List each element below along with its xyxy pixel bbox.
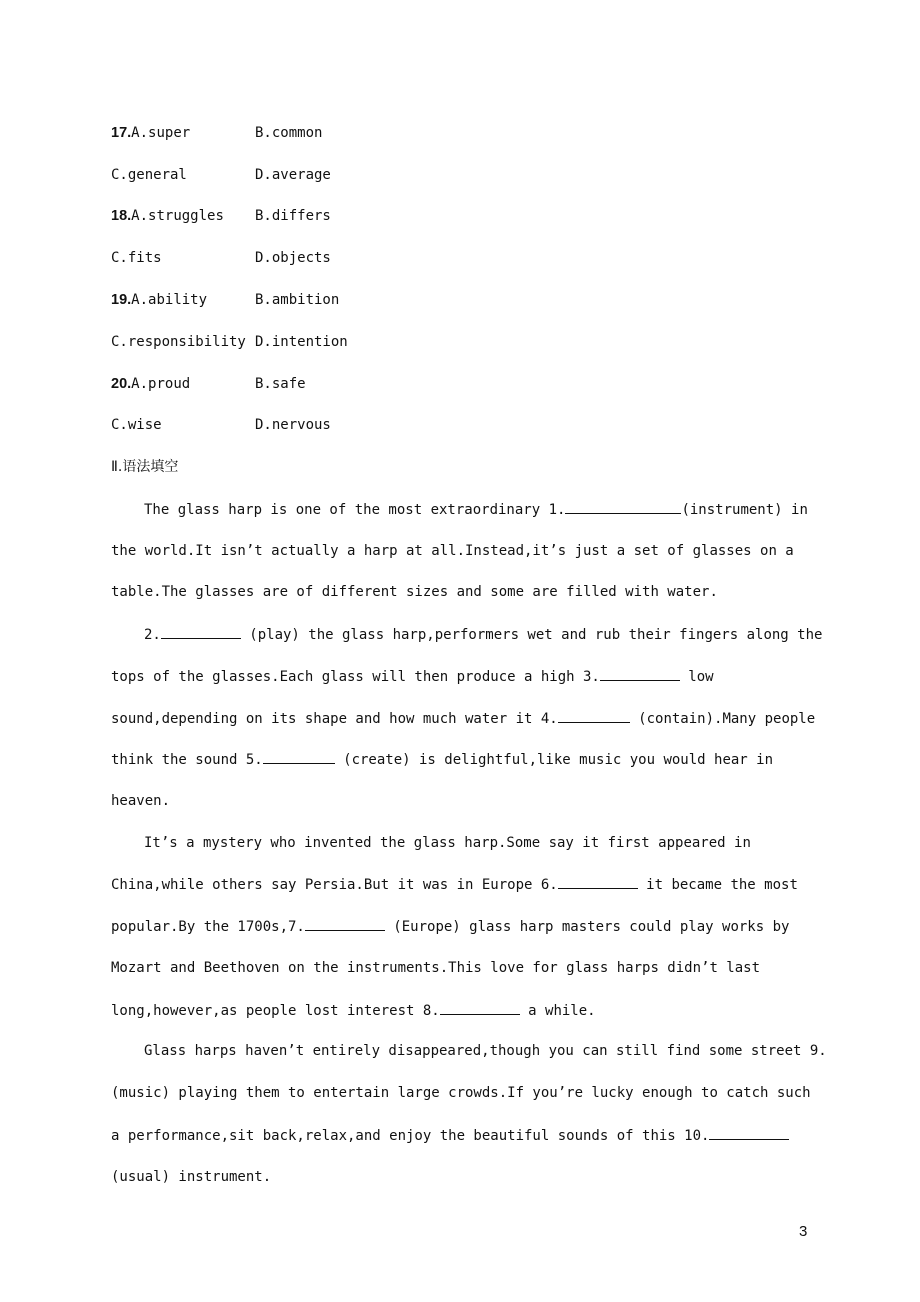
passage-line [111,749,773,770]
text-run: think the sound 5. [111,752,263,768]
text-run: long,however,as people lost interest 8. [111,1003,440,1019]
option-a: A.ability [131,292,208,308]
passage-line [111,916,789,937]
answer-blank-7 [305,916,385,931]
passage-line [144,624,822,645]
option-b: B.ambition [255,292,340,308]
option-a: A.struggles [131,208,224,224]
question-20-row-1 [111,374,190,394]
text-run: (instrument) in [681,502,808,518]
passage-line [111,1000,596,1021]
text-run: it became the most [637,877,798,893]
passage-line [111,874,798,895]
page-number: 3 [799,1223,808,1240]
option-d: D.average [255,167,331,183]
option-c: C.fits [111,250,162,266]
passage-line: It’s a mystery who invented the glass harp.Some say it first appeared in [144,835,751,851]
option-c: C.wise [111,417,162,433]
text-run: a while. [519,1003,596,1019]
answer-blank-2 [161,624,241,639]
passage-line [111,708,815,729]
question-number: 18. [111,208,132,224]
text-run: (play) the glass harp,performers wet and rub their fingers along the [240,627,823,643]
answer-blank-10 [709,1125,789,1140]
passage-line: Mozart and Beethoven on the instruments.This love for glass harps didn’t last [111,960,761,976]
text-run: China,while others say Persia.But it was in Europe 6. [111,877,558,893]
option-d: D.objects [255,250,331,266]
option-d: D.intention [255,334,348,350]
text-run: a performance,sit back,relax,and enjoy the beautiful sounds of this 10. [111,1128,710,1144]
text-run: 2. [144,627,161,643]
option-a: A.super [131,125,191,141]
passage-line: table.The glasses are of different sizes and some are filled with water. [111,584,718,600]
text-run: The glass harp is one of the most extraordinary 1. [144,502,566,518]
answer-blank-3 [600,666,680,681]
answer-blank-1 [565,499,681,514]
passage-line [111,1125,789,1146]
passage-line: (usual) instrument. [111,1169,272,1185]
question-number: 17. [111,125,132,141]
answer-blank-4 [558,708,630,723]
question-19-row-1 [111,290,207,310]
text-run: low [679,669,714,685]
option-b: B.common [255,125,323,141]
text-run: tops of the glasses.Each glass will then produce a high 3. [111,669,600,685]
text-run: (create) is delightful,like music you would hear in [334,752,774,768]
question-18-row-1 [111,206,224,226]
passage-line: the world.It isn’t actually a harp at all.Instead,it’s just a set of glasses on a [111,543,794,559]
passage-line: heaven. [111,793,171,809]
option-b: B.differs [255,208,331,224]
passage-line [144,499,808,520]
section-title: Ⅱ.语法填空 [111,459,179,475]
passage-line: Glass harps haven’t entirely disappeared,though you can still find some street 9. [144,1043,827,1059]
question-number: 20. [111,376,132,392]
text-run: (Europe) glass harp masters could play works by [384,919,790,935]
option-d: D.nervous [255,417,331,433]
option-b: B.safe [255,376,306,392]
answer-blank-6 [558,874,638,889]
passage-line: (music) playing them to entertain large crowds.If you’re lucky enough to catch such [111,1085,811,1101]
answer-blank-5 [263,749,335,764]
question-number: 19. [111,292,132,308]
answer-blank-8 [440,1000,520,1015]
text-run: sound,depending on its shape and how much water it 4. [111,711,558,727]
text-run: popular.By the 1700s,7. [111,919,305,935]
text-run: (contain).Many people [629,711,816,727]
option-c: C.general [111,167,187,183]
question-17-row-1 [111,123,190,143]
passage-line [111,666,714,687]
option-c: C.responsibility [111,334,246,350]
option-a: A.proud [131,376,191,392]
